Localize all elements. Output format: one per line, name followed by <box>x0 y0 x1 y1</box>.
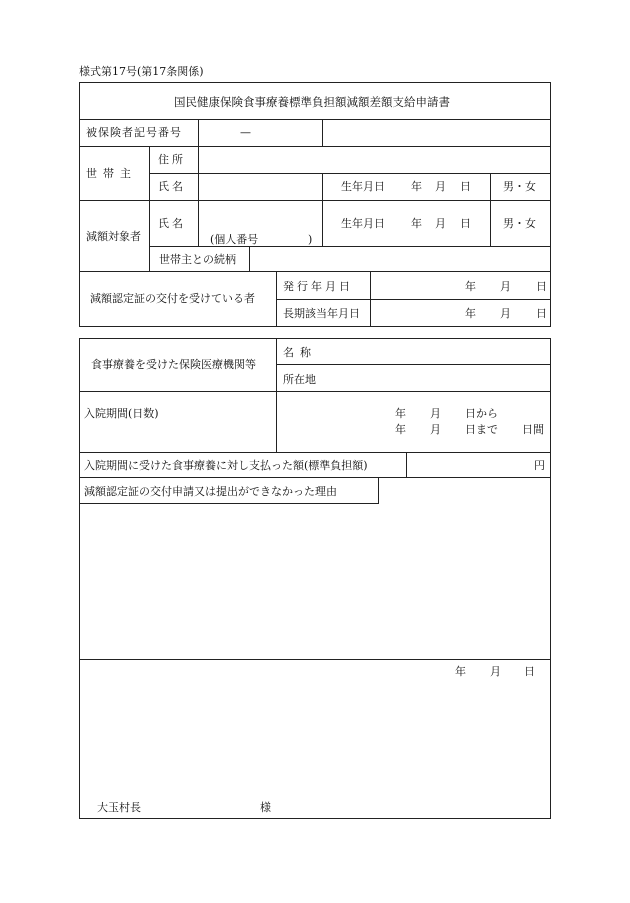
divider <box>276 364 551 365</box>
divider <box>149 246 551 247</box>
divider <box>79 452 551 453</box>
divider <box>322 200 323 246</box>
personal-number-label: (個人番号 <box>210 233 259 246</box>
insured-number-dash: — <box>240 126 251 139</box>
relation-label: 世帯主との続柄 <box>159 253 236 266</box>
issue-month-unit: 月 <box>500 280 511 293</box>
payment-label: 入院期間に受けた食事療養に対し支払った額(標準負担額) <box>84 459 368 472</box>
householder-label: 世帯主 <box>86 167 137 180</box>
birth-day-unit: 日 <box>460 180 471 193</box>
stay-from-text: 日から <box>465 407 498 420</box>
subject-label: 減額対象者 <box>86 230 141 243</box>
subject-birth-label: 生年月日 <box>341 217 385 230</box>
divider <box>249 246 250 271</box>
expiry-year-unit: 年 <box>465 307 476 320</box>
signature-day-unit: 日 <box>524 665 535 678</box>
stay-to-year-unit: 年 <box>395 423 406 436</box>
honorific: 様 <box>260 801 271 814</box>
signature-month-unit: 月 <box>490 665 501 678</box>
subject-name-label: 氏名 <box>158 217 186 230</box>
divider <box>322 173 323 200</box>
form-number: 様式第17号(第17条関係) <box>79 65 204 78</box>
expiry-day-unit: 日 <box>536 307 547 320</box>
signature-year-unit: 年 <box>455 665 466 678</box>
divider <box>406 452 407 477</box>
birth-month-unit: 月 <box>435 217 446 230</box>
birth-day-unit: 日 <box>460 217 471 230</box>
personal-number-close: ) <box>308 233 313 246</box>
householder-sex: 男・女 <box>503 180 536 193</box>
expiry-month-unit: 月 <box>500 307 511 320</box>
issue-day-unit: 日 <box>536 280 547 293</box>
birth-month-unit: 月 <box>435 180 446 193</box>
stay-label: 入院期間(日数) <box>84 407 159 420</box>
divider <box>198 119 199 146</box>
divider <box>149 200 150 271</box>
birth-year-unit: 年 <box>411 180 422 193</box>
stay-days-unit: 日間 <box>522 423 544 436</box>
divider <box>79 391 551 392</box>
mayor-label: 大玉村長 <box>97 801 141 814</box>
divider <box>79 659 551 660</box>
reason-label: 減額認定証の交付申請又は提出ができなかった理由 <box>84 485 337 498</box>
institution-label: 食事療養を受けた保険医療機関等 <box>91 358 256 371</box>
payment-yen-unit: 円 <box>534 459 545 472</box>
householder-name-label: 氏名 <box>158 180 186 193</box>
divider <box>276 299 551 300</box>
institution-address-label: 所在地 <box>283 373 316 386</box>
insured-number-label: 被保険者記号番号 <box>86 126 182 139</box>
divider <box>490 173 491 200</box>
stay-to-text: 日まで <box>465 423 498 436</box>
divider <box>79 271 551 272</box>
stay-from-year-unit: 年 <box>395 407 406 420</box>
issue-year-unit: 年 <box>465 280 476 293</box>
reason-label-box <box>79 477 379 504</box>
divider <box>490 200 491 246</box>
divider <box>79 119 551 120</box>
form-title: 国民健康保険食事療養標準負担額減額差額支給申請書 <box>174 95 450 109</box>
householder-birth-label: 生年月日 <box>341 180 385 193</box>
stay-to-month-unit: 月 <box>430 423 441 436</box>
birth-year-unit: 年 <box>411 217 422 230</box>
householder-address-label: 住所 <box>158 153 186 166</box>
divider <box>322 119 323 146</box>
divider <box>276 391 277 452</box>
expiry-date-label: 長期該当年月日 <box>283 307 360 320</box>
issue-date-label: 発行年月日 <box>283 280 353 293</box>
divider <box>198 200 199 246</box>
institution-name-label: 名称 <box>283 346 317 359</box>
subject-sex: 男・女 <box>503 217 536 230</box>
stay-from-month-unit: 月 <box>430 407 441 420</box>
certificate-label: 減額認定証の交付を受けている者 <box>90 292 255 305</box>
